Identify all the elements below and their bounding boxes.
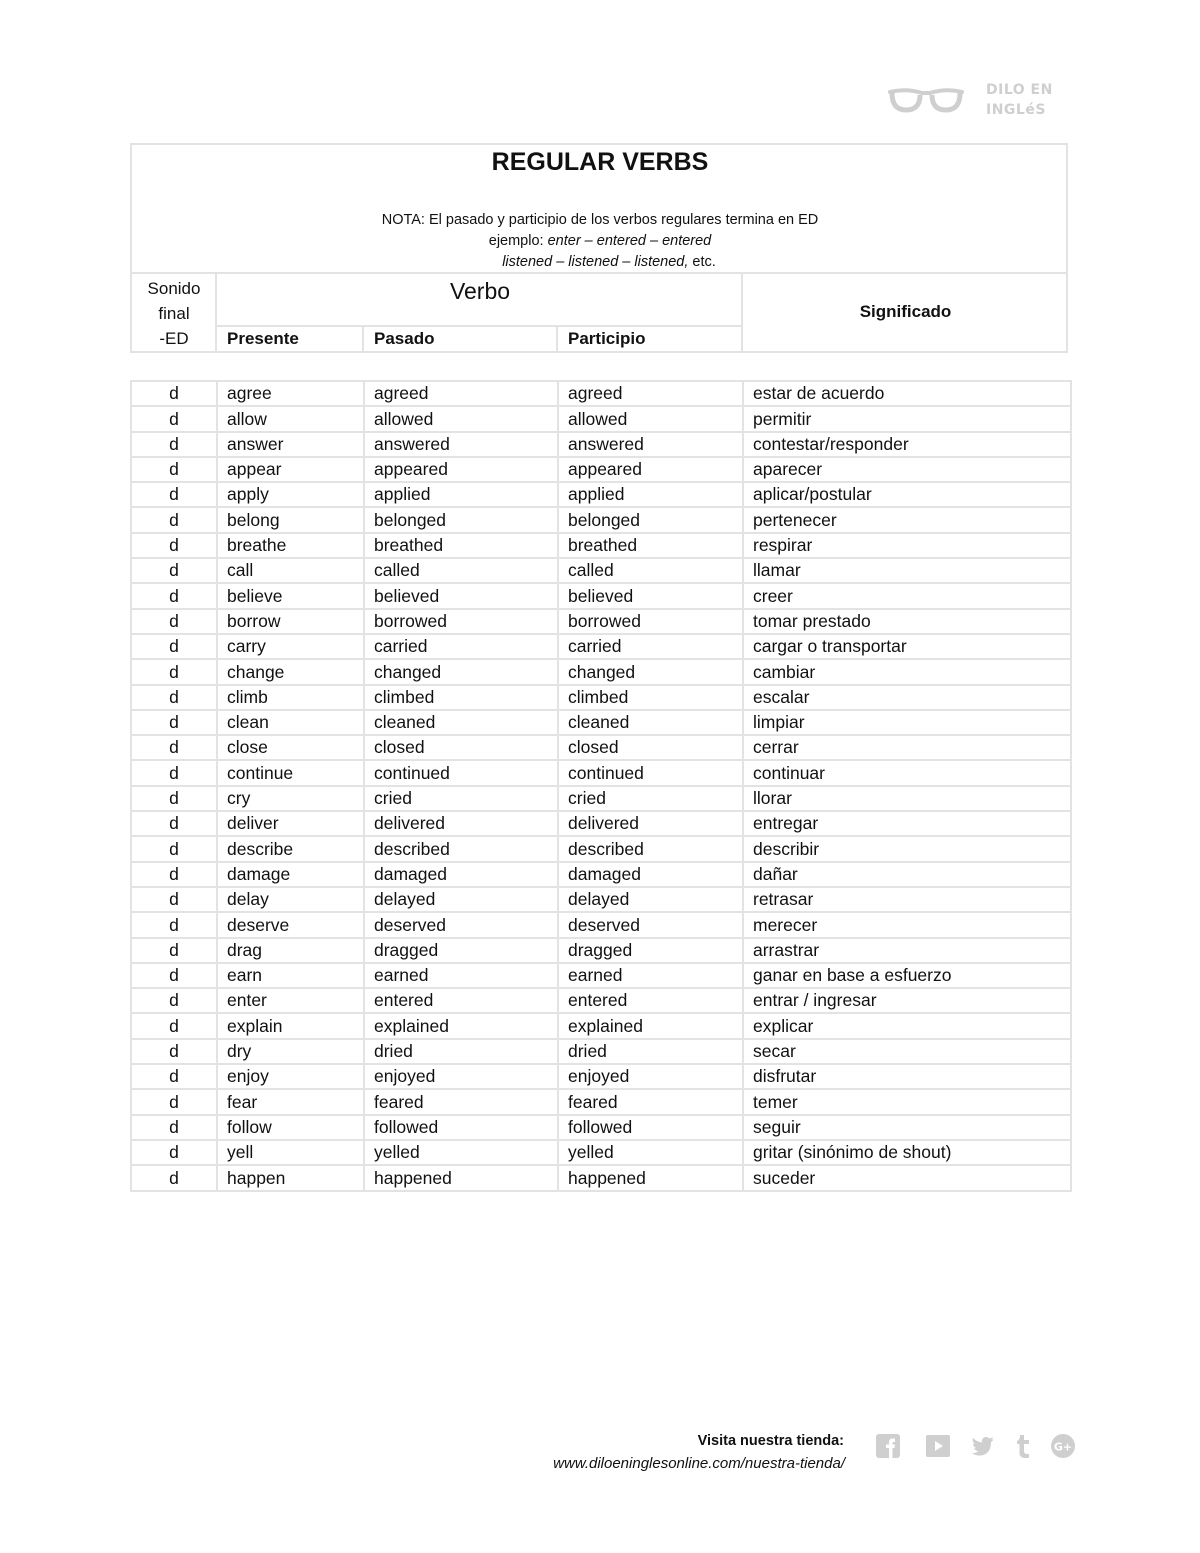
sound-cell: d [131,1013,217,1038]
participle-cell: feared [558,1089,743,1114]
sound-cell: d [131,659,217,684]
participle-cell: borrowed [558,609,743,634]
meaning-cell: retrasar [743,887,1071,912]
table-row [131,583,1071,608]
table-row [131,811,1071,836]
subheader-divider [216,325,743,327]
table-row [131,609,1071,634]
verbs-table [130,380,1072,1192]
meaning-cell: suceder [743,1165,1071,1190]
present-cell: drag [217,938,364,963]
table-row [131,432,1071,457]
sound-cell: d [131,406,217,431]
meaning-cell: cerrar [743,735,1071,760]
header-presente: Presente [227,329,299,348]
sound-cell: d [131,988,217,1013]
sound-cell: d [131,735,217,760]
past-cell: climbed [364,685,558,710]
present-cell: deserve [217,912,364,937]
present-cell: dry [217,1039,364,1064]
sound-cell: d [131,634,217,659]
meaning-cell: pertenecer [743,507,1071,532]
glasses-icon [886,84,966,116]
present-cell: fear [217,1089,364,1114]
meaning-cell: aplicar/postular [743,482,1071,507]
past-cell: breathed [364,533,558,558]
present-cell: delay [217,887,364,912]
col-divider-3 [556,325,558,353]
past-cell: dried [364,1039,558,1064]
past-cell: enjoyed [364,1064,558,1089]
meaning-cell: ganar en base a esfuerzo [743,963,1071,988]
meaning-cell: dañar [743,862,1071,887]
past-cell: feared [364,1089,558,1114]
present-cell: allow [217,406,364,431]
meaning-cell: llorar [743,786,1071,811]
present-cell: believe [217,583,364,608]
meaning-cell: merecer [743,912,1071,937]
table-row [131,1115,1071,1140]
present-cell: answer [217,432,364,457]
table-row [131,1039,1071,1064]
verbs-table-body [131,381,1071,1191]
header-sonido-line-1: Sonido [147,279,201,298]
logo-line-2: INGLéS [986,102,1046,118]
table-row [131,558,1071,583]
past-cell: yelled [364,1140,558,1165]
meaning-cell: estar de acuerdo [743,381,1071,406]
youtube-icon[interactable] [925,1433,951,1459]
participle-cell: belonged [558,507,743,532]
past-cell: delivered [364,811,558,836]
tumblr-icon[interactable] [1010,1433,1036,1459]
present-cell: breathe [217,533,364,558]
page-title: REGULAR VERBS [491,148,709,176]
example-2-suffix: etc. [688,254,716,270]
past-cell: happened [364,1165,558,1190]
sound-cell: d [131,963,217,988]
past-cell: continued [364,760,558,785]
table-row [131,760,1071,785]
meaning-cell: explicar [743,1013,1071,1038]
sound-cell: d [131,811,217,836]
participle-cell: agreed [558,381,743,406]
present-cell: belong [217,507,364,532]
example-2-text: listened – listened – listened, [502,254,689,270]
participle-cell: cleaned [558,710,743,735]
meaning-cell: describir [743,836,1071,861]
participle-cell: enjoyed [558,1064,743,1089]
present-cell: apply [217,482,364,507]
table-row [131,912,1071,937]
past-cell: described [364,836,558,861]
participle-cell: closed [558,735,743,760]
participle-cell: yelled [558,1140,743,1165]
present-cell: enjoy [217,1064,364,1089]
header-sonido [132,276,216,351]
table-row [131,988,1071,1013]
sound-cell: d [131,482,217,507]
meaning-cell: llamar [743,558,1071,583]
participle-cell: carried [558,634,743,659]
present-cell: climb [217,685,364,710]
twitter-icon[interactable] [970,1433,996,1459]
present-cell: yell [217,1140,364,1165]
table-row [131,836,1071,861]
google-plus-icon[interactable] [1050,1433,1076,1459]
sound-cell: d [131,1089,217,1114]
past-cell: delayed [364,887,558,912]
table-row [131,786,1071,811]
participle-cell: delivered [558,811,743,836]
present-cell: call [217,558,364,583]
header-divider [130,272,1068,274]
sound-cell: d [131,558,217,583]
sound-cell: d [131,685,217,710]
table-row [131,381,1071,406]
present-cell: appear [217,457,364,482]
past-cell: called [364,558,558,583]
past-cell: applied [364,482,558,507]
past-cell: agreed [364,381,558,406]
note-line: NOTA: El pasado y participio de los verbos regulares termina en ED [381,212,819,228]
sound-cell: d [131,432,217,457]
past-cell: appeared [364,457,558,482]
example-line-2 [0,252,1200,273]
participle-cell: entered [558,988,743,1013]
present-cell: describe [217,836,364,861]
participle-cell: dried [558,1039,743,1064]
present-cell: explain [217,1013,364,1038]
example-prefix: ejemplo: [488,233,548,249]
footer-label: Visita nuestra tienda: [697,1433,844,1449]
participle-cell: allowed [558,406,743,431]
sound-cell: d [131,583,217,608]
present-cell: clean [217,710,364,735]
past-cell: dragged [364,938,558,963]
meaning-cell: temer [743,1089,1071,1114]
sound-cell: d [131,760,217,785]
meaning-cell: entregar [743,811,1071,836]
meaning-cell: secar [743,1039,1071,1064]
meaning-cell: arrastrar [743,938,1071,963]
sound-cell: d [131,533,217,558]
past-cell: entered [364,988,558,1013]
present-cell: carry [217,634,364,659]
meaning-cell: gritar (sinónimo de shout) [743,1140,1071,1165]
meaning-cell: contestar/responder [743,432,1071,457]
present-cell: close [217,735,364,760]
example-line [0,231,1200,252]
participle-cell: damaged [558,862,743,887]
past-cell: carried [364,634,558,659]
past-cell: allowed [364,406,558,431]
table-row [131,634,1071,659]
present-cell: agree [217,381,364,406]
participle-cell: climbed [558,685,743,710]
present-cell: earn [217,963,364,988]
table-row [131,1140,1071,1165]
col-divider-2 [362,325,364,353]
present-cell: happen [217,1165,364,1190]
sound-cell: d [131,938,217,963]
table-row [131,457,1071,482]
past-cell: answered [364,432,558,457]
participle-cell: called [558,558,743,583]
table-row [131,507,1071,532]
sound-cell: d [131,1064,217,1089]
meaning-cell: entrar / ingresar [743,988,1071,1013]
logo-line-1: DILO EN [986,82,1053,98]
meaning-cell: escalar [743,685,1071,710]
table-row [131,533,1071,558]
table-row [131,685,1071,710]
svg-text:G+: G+ [1053,1440,1073,1454]
present-cell: continue [217,760,364,785]
note-block [0,210,1200,273]
header-significado: Significado [859,302,952,321]
participle-cell: explained [558,1013,743,1038]
participle-cell: answered [558,432,743,457]
meaning-cell: aparecer [743,457,1071,482]
participle-cell: breathed [558,533,743,558]
past-cell: borrowed [364,609,558,634]
meaning-cell: limpiar [743,710,1071,735]
table-row [131,406,1071,431]
sound-cell: d [131,862,217,887]
sound-cell: d [131,786,217,811]
meaning-cell: cambiar [743,659,1071,684]
table-row [131,862,1071,887]
header-verbo: Verbo [449,278,511,304]
meaning-cell: seguir [743,1115,1071,1140]
participle-cell: earned [558,963,743,988]
past-cell: cleaned [364,710,558,735]
past-cell: explained [364,1013,558,1038]
participle-cell: delayed [558,887,743,912]
header-pasado: Pasado [374,329,435,348]
present-cell: borrow [217,609,364,634]
participle-cell: appeared [558,457,743,482]
present-cell: cry [217,786,364,811]
sound-cell: d [131,912,217,937]
table-row [131,1089,1071,1114]
table-row [131,482,1071,507]
participle-cell: believed [558,583,743,608]
past-cell: followed [364,1115,558,1140]
brand-logo [886,80,1056,122]
header-sonido-line-3: -ED [159,329,189,348]
sound-cell: d [131,1165,217,1190]
header-sonido-line-2: final [158,304,190,323]
table-row [131,710,1071,735]
meaning-cell: creer [743,583,1071,608]
table-row [131,887,1071,912]
participle-cell: happened [558,1165,743,1190]
logo-text [986,80,1056,120]
meaning-cell: tomar prestado [743,609,1071,634]
past-cell: cried [364,786,558,811]
participle-cell: deserved [558,912,743,937]
participle-cell: dragged [558,938,743,963]
meaning-cell: permitir [743,406,1071,431]
table-row [131,659,1071,684]
meaning-cell: cargar o transportar [743,634,1071,659]
example-text: enter – entered – entered [547,233,712,249]
present-cell: enter [217,988,364,1013]
table-row [131,1013,1071,1038]
sound-cell: d [131,507,217,532]
sound-cell: d [131,381,217,406]
participle-cell: described [558,836,743,861]
past-cell: deserved [364,912,558,937]
sound-cell: d [131,609,217,634]
participle-cell: changed [558,659,743,684]
past-cell: closed [364,735,558,760]
table-row [131,963,1071,988]
meaning-cell: disfrutar [743,1064,1071,1089]
present-cell: damage [217,862,364,887]
sound-cell: d [131,887,217,912]
present-cell: change [217,659,364,684]
sound-cell: d [131,1115,217,1140]
participle-cell: followed [558,1115,743,1140]
table-row [131,1064,1071,1089]
sound-cell: d [131,1039,217,1064]
past-cell: damaged [364,862,558,887]
sound-cell: d [131,1140,217,1165]
past-cell: believed [364,583,558,608]
past-cell: earned [364,963,558,988]
present-cell: deliver [217,811,364,836]
sound-cell: d [131,836,217,861]
facebook-icon[interactable] [875,1433,901,1459]
participle-cell: cried [558,786,743,811]
table-row [131,938,1071,963]
sound-cell: d [131,710,217,735]
participle-cell: continued [558,760,743,785]
meaning-cell: respirar [743,533,1071,558]
table-row [131,735,1071,760]
sound-cell: d [131,457,217,482]
header-participio: Participio [568,329,646,348]
present-cell: follow [217,1115,364,1140]
table-row [131,1165,1071,1190]
meaning-cell: continuar [743,760,1071,785]
participle-cell: applied [558,482,743,507]
past-cell: changed [364,659,558,684]
store-link[interactable]: www.diloeninglesonline.com/nuestra-tienda/ [553,1455,845,1472]
past-cell: belonged [364,507,558,532]
